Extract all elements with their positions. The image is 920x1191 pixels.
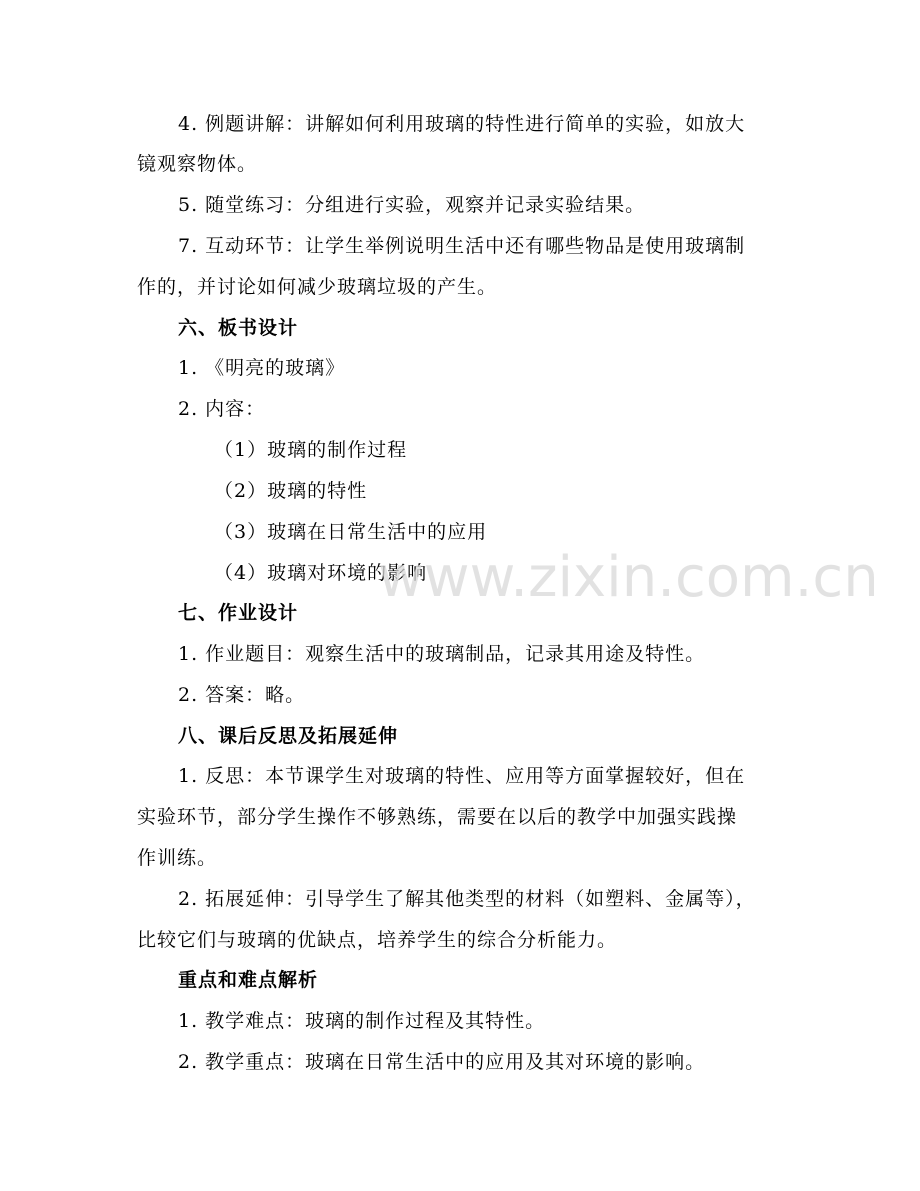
sub-item-environment: （4）玻璃对环境的影响 — [214, 562, 428, 584]
paragraph-line-example-explanation: 4. 例题讲解：讲解如何利用玻璃的特性进行简单的实验，如放大 — [178, 113, 746, 135]
section-heading-board-design: 六、板书设计 — [178, 317, 299, 339]
sub-item-properties: （2）玻璃的特性 — [214, 480, 368, 502]
sub-item-daily-use: （3）玻璃在日常生活中的应用 — [214, 521, 488, 543]
section-heading-homework: 七、作业设计 — [178, 602, 299, 624]
section-heading-reflection: 八、课后反思及拓展延伸 — [178, 725, 399, 747]
paragraph-line-example-explanation-cont: 镜观察物体。 — [137, 153, 258, 175]
paragraph-line-interaction-cont: 作的，并讨论如何减少玻璃垃圾的产生。 — [137, 276, 498, 298]
list-item-homework-question: 1. 作业题目：观察生活中的玻璃制品，记录其用途及特性。 — [178, 643, 706, 665]
paragraph-line-extension-cont: 比较它们与玻璃的优缺点，培养学生的综合分析能力。 — [137, 929, 618, 951]
paragraph-line-reflection-cont2: 作训练。 — [137, 847, 218, 869]
sub-item-making-process: （1）玻璃的制作过程 — [214, 439, 408, 461]
section-heading-key-points: 重点和难点解析 — [178, 969, 319, 991]
watermark-text: www.zixin.com.cn — [378, 545, 879, 610]
list-item-board-content: 2. 内容： — [178, 398, 266, 420]
list-item-homework-answer: 2. 答案：略。 — [178, 684, 306, 706]
paragraph-line-interaction: 7. 互动环节：让学生举例说明生活中还有哪些物品是使用玻璃制 — [178, 235, 746, 257]
list-item-difficulty: 1. 教学难点：玻璃的制作过程及其特性。 — [178, 1010, 546, 1032]
paragraph-line-extension: 2. 拓展延伸：引导学生了解其他类型的材料（如塑料、金属等）， — [178, 888, 756, 910]
paragraph-line-reflection-cont1: 实验环节，部分学生操作不够熟练，需要在以后的教学中加强实践操 — [137, 806, 738, 828]
paragraph-line-practice: 5. 随堂练习：分组进行实验，观察并记录实验结果。 — [178, 194, 646, 216]
list-item-board-title: 1. 《明亮的玻璃》 — [178, 357, 346, 379]
list-item-focus: 2. 教学重点：玻璃在日常生活中的应用及其对环境的影响。 — [178, 1051, 706, 1073]
paragraph-line-reflection: 1. 反思：本节课学生对玻璃的特性、应用等方面掌握较好，但在 — [178, 765, 746, 787]
